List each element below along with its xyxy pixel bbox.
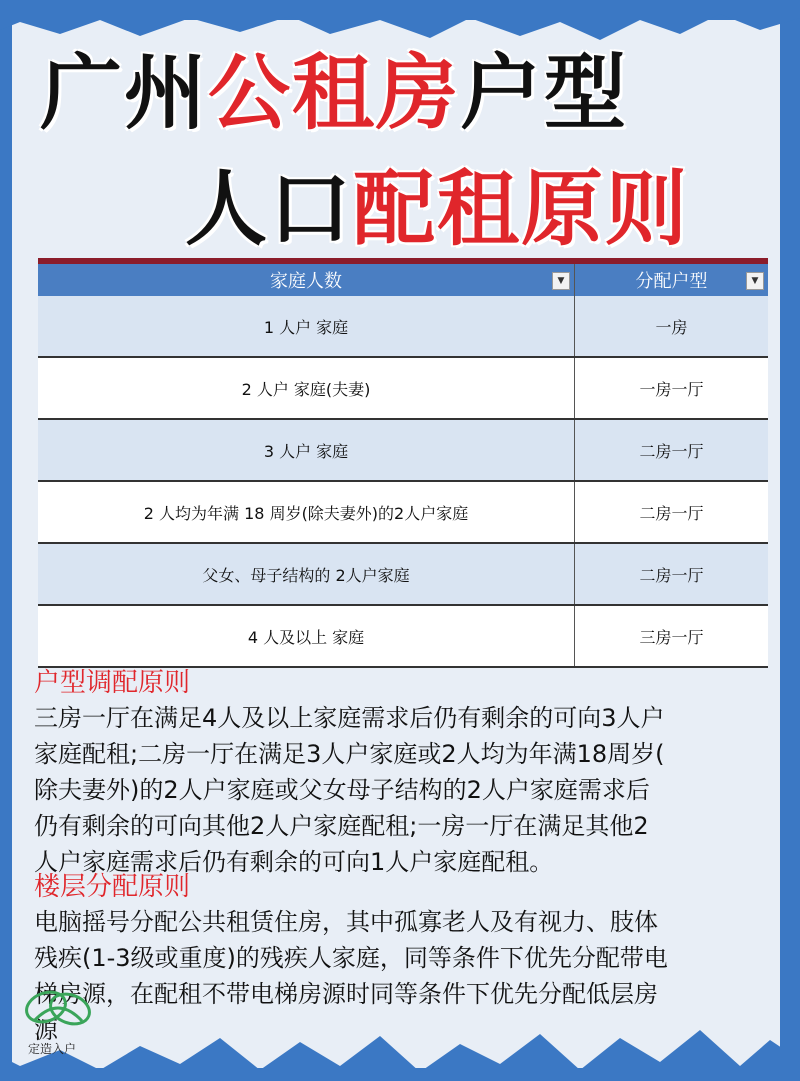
section-line: 源 bbox=[34, 1016, 58, 1044]
title-part-red: 配租原则 bbox=[353, 162, 690, 257]
page-title-line-2 bbox=[185, 160, 800, 260]
cell-household: 1 人户 家庭 bbox=[38, 296, 575, 356]
cell-household: 3 人户 家庭 bbox=[38, 420, 575, 480]
table-row bbox=[38, 296, 768, 358]
section-line: 人户家庭需求后仍有剩余的可向1人户家庭配租。 bbox=[34, 848, 554, 876]
table-header bbox=[38, 264, 768, 296]
header-label: 家庭人数 bbox=[270, 271, 342, 292]
header-label: 分配户型 bbox=[635, 271, 708, 292]
title-part-black: 人口 bbox=[185, 162, 354, 257]
table-row bbox=[38, 606, 768, 668]
title-part-black-end: 户型 bbox=[460, 46, 629, 141]
header-household-size[interactable] bbox=[38, 264, 575, 296]
page-title-line-1 bbox=[40, 44, 800, 144]
logo-caption: 定造入户 bbox=[28, 1042, 77, 1056]
section-line: 梯房源，在配租不带电梯房源时同等条件下优先分配低层房 bbox=[34, 980, 658, 1008]
cell-unit: 三房一厅 bbox=[639, 627, 704, 647]
cell-household: 父女、母子结构的 2人户家庭 bbox=[38, 544, 575, 604]
section-line: 家庭配租;二房一厅在满足3人户家庭或2人均为年满18周岁( bbox=[34, 740, 665, 768]
cell-unit: 一房一厅 bbox=[639, 379, 704, 399]
header-unit-type[interactable] bbox=[575, 264, 768, 296]
title-part-black: 广州 bbox=[40, 46, 209, 141]
section-heading: 户型调配原则 bbox=[34, 668, 191, 698]
cell-household: 4 人及以上 家庭 bbox=[38, 606, 575, 666]
table-row bbox=[38, 420, 768, 482]
cell-unit: 二房一厅 bbox=[639, 503, 704, 523]
cell-household: 2 人均为年满 18 周岁(除夫妻外)的2人户家庭 bbox=[38, 482, 575, 542]
cell-unit: 一房 bbox=[655, 317, 688, 337]
title-part-red: 公租房 bbox=[208, 46, 461, 141]
filter-dropdown-icon[interactable]: ▼ bbox=[746, 272, 764, 290]
section-line: 电脑摇号分配公共租赁住房，其中孤寡老人及有视力、肢体 bbox=[34, 908, 658, 936]
section-heading: 楼层分配原则 bbox=[34, 872, 191, 902]
section-floor-allocation bbox=[34, 870, 774, 1048]
section-line: 三房一厅在满足4人及以上家庭需求后仍有剩余的可向3人户 bbox=[34, 704, 665, 732]
allocation-table bbox=[38, 258, 768, 668]
section-line: 除夫妻外)的2人户家庭或父女母子结构的2人户家庭需求后 bbox=[34, 776, 650, 804]
filter-dropdown-icon[interactable]: ▼ bbox=[552, 272, 570, 290]
cell-unit: 二房一厅 bbox=[639, 441, 704, 461]
table-row bbox=[38, 482, 768, 544]
section-unit-allocation bbox=[34, 666, 774, 880]
table-row bbox=[38, 544, 768, 606]
table-row bbox=[38, 358, 768, 420]
cell-household: 2 人户 家庭(夫妻) bbox=[38, 358, 575, 418]
cell-unit: 二房一厅 bbox=[639, 565, 704, 585]
section-line: 残疾(1-3级或重度)的残疾人家庭，同等条件下优先分配带电 bbox=[34, 944, 668, 972]
leaf-logo-icon bbox=[20, 985, 96, 1035]
section-line: 仍有剩余的可向其他2人户家庭配租;一房一厅在满足其他2 bbox=[34, 812, 649, 840]
